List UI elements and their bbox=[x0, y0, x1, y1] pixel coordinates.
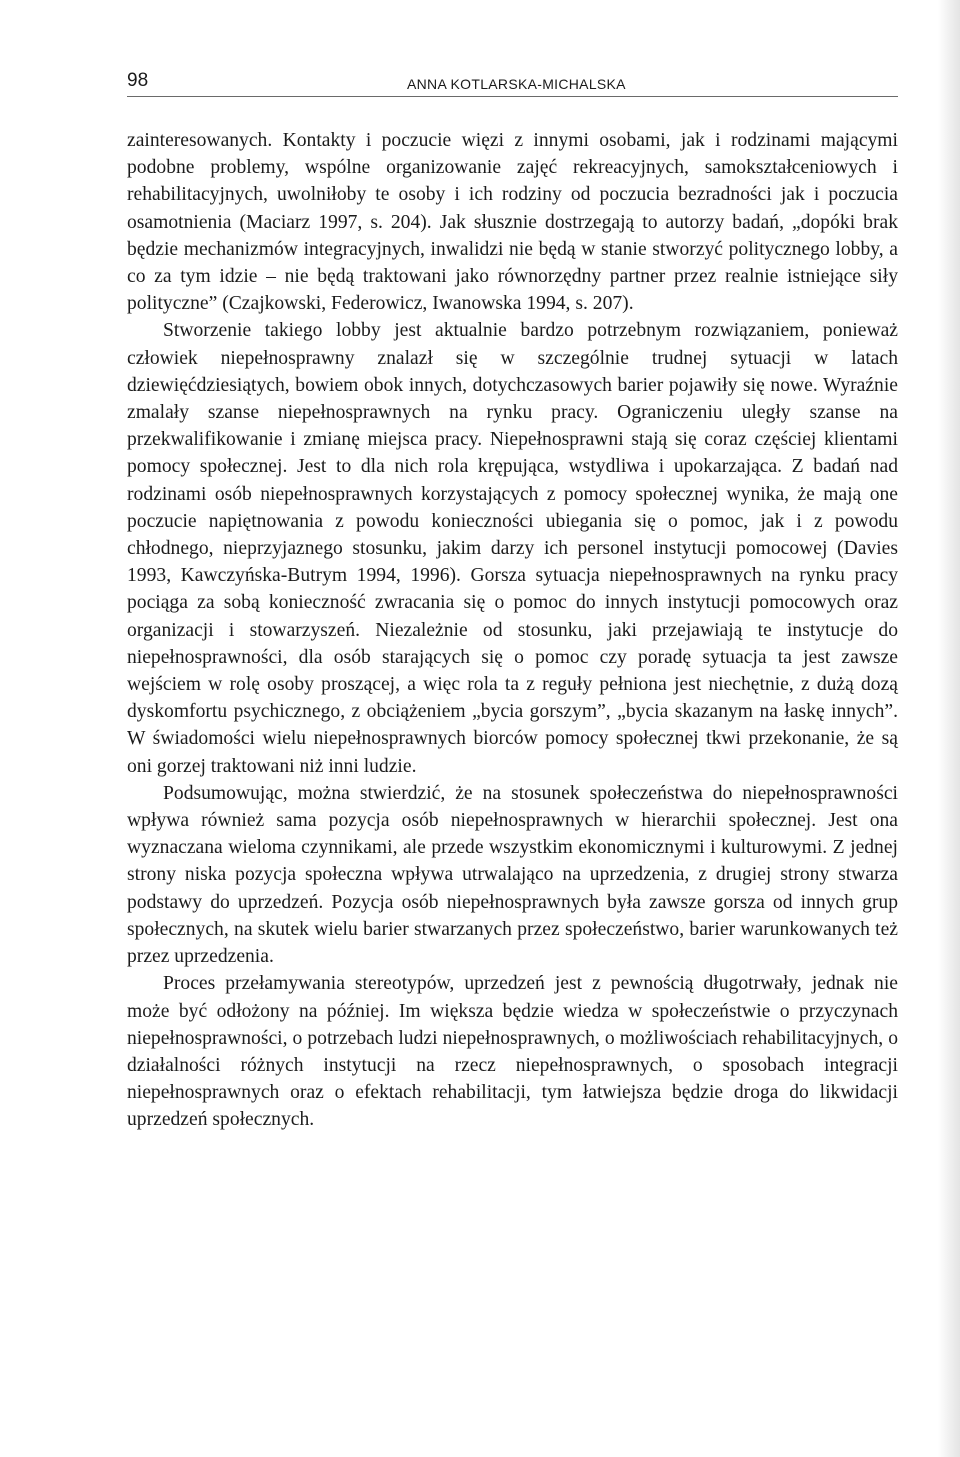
paragraph-1: zainteresowanych. Kontakty i poczucie więzi z innymi osobami, jak i rodzinami mającymi podobne problemy, wspólne organizowanie zajęć rekreacyjnych, samokształceniowych i rehabilitacyjnych, uwolniłoby te osoby i ich rodziny od poczucia bezradności jak i poczucia osamotnienia (Maciarz 1997, s. 204). Jak słusznie dostrzegają to autorzy badań, „dopóki brak będzie mechanizmów integracyjnych, inwalidzi nie będą w stanie stworzyć politycznego lobby, a co za tym idzie – nie będą traktowani jako równorzędny partner przez realnie istniejące siły polityczne” (Czajkowski, Federowicz, Iwanowska 1994, s. 207). bbox=[127, 130, 898, 315]
paragraph-2: Stworzenie takiego lobby jest aktualnie bardzo potrzebnym rozwiązaniem, ponieważ człowiek niepełnosprawny znalazł się w szczególnie trudnej sytuacji w latach dziewięćdziesiątych, bowiem obok innych, dotychczasowych barier pojawiły się nowe. Wyraźnie zmalały szanse niepełnosprawnych na rynku pracy. Ograniczeniu uległy szanse na przekwalifikowanie i zmianę miejsca pracy. Niepełnosprawni stają się coraz częściej klientami pomocy społecznej. Jest to dla nich rola krępująca, wstydliwa i upokarzająca. Z badań nad rodzinami osób niepełnosprawnych korzystających z pomocy społecznej wynika, że mają one poczucie napiętnowania z powodu konieczności ubiegania się o pomoc, jak i z powodu chłodnego, nieprzyjaznego stosunku, jakim darzy ich personel instytucji pomocowej (Davies 1993, Kawczyńska-Butrym 1994, 1996). Gorsza sytuacja niepełnosprawnych na rynku pracy pociąga za sobą konieczność zwracania się o pomoc do innych instytucji pomocowych oraz organizacji i stowarzyszeń. Niezależnie od stosunku, jaki przejawiają te instytucje do niepełnosprawności, dla osób starających się o pomoc czy poradę sytuacja ta jest zawsze wejściem w rolę osoby proszącej, a więc rola ta z reguły pełniona jest niechętnie, z dużą dozą dyskomfortu psychicznego, z obciążeniem „bycia gorszym”, „bycia skazanym na łaskę innych”. W świadomości wielu niepełnosprawnych biorców pomocy społecznej tkwi przekonanie, że są oni gorzej traktowani niż inni ludzie. bbox=[127, 320, 898, 777]
header-rule bbox=[127, 96, 898, 97]
paragraph-4: Proces przełamywania stereotypów, uprzedzeń jest z pewnością długotrwały, jednak nie może być odłożony na później. Im większa będzie wiedza w społeczeństwie o przyczynach niepełnosprawności, o potrzebach ludzi niepełnosprawnych, o możliwościach rehabilitacyjnych, o działalności różnych instytucji na rzecz niepełnosprawnych, o sposobach integracji niepełnosprawnych oraz o efektach rehabilitacji, tym łatwiejsza będzie droga do likwidacji uprzedzeń społecznych. bbox=[127, 973, 898, 1131]
body-text bbox=[127, 127, 898, 1134]
paragraph-3: Podsumowując, można stwierdzić, że na stosunek społeczeństwa do niepełnosprawności wpływa również sama pozycja osób niepełnosprawnych w hierarchii społecznej. Jest ona wyznaczana wieloma czynnikami, ale przede wszystkim ekonomicznymi i kulturowymi. Z jednej strony niska pozycja społeczna wpływa utrwalająco na uprzedzenia, z drugiej strony stwarza podstawy do uprzedzeń. Pozycja osób niepełnosprawnych była zawsze gorsza od innych grup społecznych, na skutek wielu barier stwarzanych przez społeczeństwo, barier warunkowanych też przez uprzedzenia. bbox=[127, 782, 898, 968]
page-header bbox=[127, 66, 898, 96]
running-head: ANNA KOTLARSKA-MICHALSKA bbox=[407, 76, 626, 92]
page-number: 98 bbox=[127, 70, 149, 91]
scan-page-edge bbox=[938, 0, 960, 1457]
